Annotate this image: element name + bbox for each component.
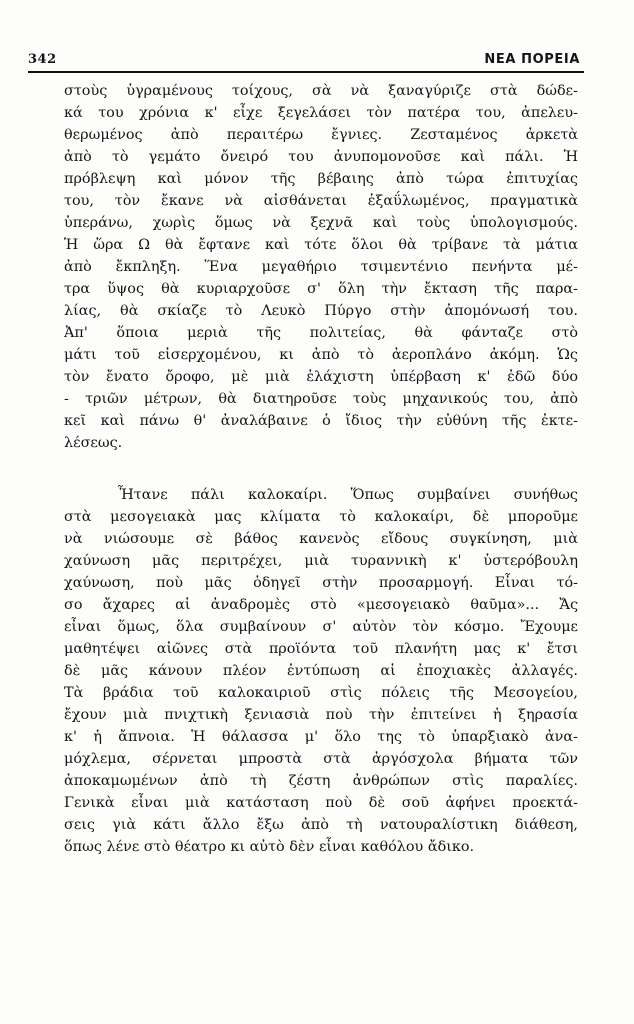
text-line: ἀποκαμωμένων ἀπὸ τὴ ζέστη ἀνθρώπων στὶς παραλίες. — [64, 773, 578, 789]
text-line: νὰ νιώσουμε σὲ βάθος κανενὸς εἴδους συγκίνηση, μιὰ — [64, 531, 578, 547]
text-line: στὰ μεσογειακὰ μας κλίματα τὸ καλοκαίρι, δὲ μποροῦμε — [64, 509, 578, 525]
text-line: - τριῶν μέτρων, θὰ διατηροῦσε τοὺς μηχανικούς του, ἀπὸ — [64, 391, 578, 407]
text-line: Ἡ ὥρα Ω θὰ ἔφτανε καὶ τότε ὅλοι θὰ τρίβανε τὰ μάτια — [64, 237, 578, 253]
text-line: μόχλεμα, σέρνεται μπροστὰ στὰ ἀργόσχολα βήματα τῶν — [64, 751, 578, 767]
text-line: τὸν ἔνατο ὄροφο, μὲ μιὰ ἐλάχιστη ὑπέρβαση κ' ἐδῶ δύο — [64, 369, 578, 385]
text-line: Ἀπ' ὅποια μεριὰ τῆς πολιτείας, θὰ φάνταζε στὸ — [64, 325, 578, 341]
text-line: ὑπεράνω, χωρὶς ὅμως νὰ ξεχνᾶ καὶ τοὺς ὑπολογισμούς. — [64, 215, 578, 231]
paragraph-2 — [64, 484, 578, 858]
text-line: λέσεως. — [64, 435, 123, 451]
header-rule — [28, 71, 584, 73]
text-line: ἔχουν μιὰ πνιχτικὴ ξενιασιὰ ποὺ τὴν ἐπιτείνει ἡ ξηρασία — [64, 707, 578, 723]
paragraph-1 — [64, 80, 578, 454]
text-line: μαθητέψει αἰῶνες στὰ προϊόντα τοῦ πλανήτη μας κ' ἔτσι — [64, 641, 578, 657]
text-line: θερωμένος ἀπὸ περαιτέρω ἔγνιες. Ζεσταμένος ἀρκετὰ — [64, 127, 578, 143]
text-line: δὲ μᾶς κάνουν πλέον ἐντύπωση αἱ ἐποχιακὲς ἀλλαγές. — [64, 663, 578, 679]
text-line: κά του χρόνια κ' εἶχε ξεγελάσει τὸν πατέρα του, ἀπελευ- — [64, 105, 578, 121]
text-line: Τὰ βράδια τοῦ καλοκαιριοῦ στὶς πόλεις τῆς Μεσογείου, — [64, 685, 578, 701]
paragraph-gap — [64, 454, 578, 484]
text-line: χαύνωση, ποὺ μᾶς ὁδηγεῖ στὴν προσαρμογή. Εἶναι τό- — [64, 575, 578, 591]
text-line: Γενικὰ εἶναι μιὰ κατάσταση ποὺ δὲ σοῦ ἀφήνει προεκτά- — [64, 795, 578, 811]
text-line: χαύνωση μᾶς περιτρέχει, μιὰ τυραννικὴ κ' ὑστερόβουλη — [64, 553, 578, 569]
text-line: ὅπως λένε στὸ θέατρο κι αὐτὸ δὲν εἶναι καθόλου ἄδικο. — [64, 839, 475, 855]
text-line: Ἦτανε πάλι καλοκαίρι. Ὅπως συμβαίνει συνήθως — [118, 487, 578, 503]
text-line: σο ἄχαρες αἱ ἀναδρομὲς στὸ «μεσογειακὸ θαῦμα»... Ἄς — [64, 597, 578, 613]
text-line: σεις γιὰ κάτι ἄλλο ἔξω ἀπὸ τὴ νατουραλίστικη διάθεση, — [64, 817, 578, 833]
running-title: ΝΕΑ ΠΟΡΕΙΑ — [484, 52, 580, 67]
text-line: του, τὸν ἔκανε νὰ αἰσθάνεται ἐξαΰλωμένος, πραγματικὰ — [64, 193, 578, 209]
text-line: τρα ὕψος θὰ κυριαρχοῦσε σ' ὅλη τὴν ἔκταση τῆς παρα- — [64, 281, 578, 297]
text-line: πρόβλεψη καὶ μόνον τῆς βέβαιης ἀπὸ τώρα ἐπιτυχίας — [64, 171, 578, 187]
text-line: κ' ἡ ἄπνοια. Ἡ θάλασσα μ' ὅλο της τὸ ὑπαρξιακὸ ἀνα- — [64, 729, 578, 745]
text-line: κεῖ καὶ πάνω θ' ἀναλάβαινε ὁ ἴδιος τὴν εὐθύνη τῆς ἐκτε- — [64, 413, 578, 429]
text-line: λίας, θὰ σκίαζε τὸ Λευκὸ Πύργο στὴν ἀπομόνωσή του. — [64, 303, 578, 319]
text-line: ἀπὸ ἔκπληξη. Ἕνα μεγαθήριο τσιμεντένιο πενήντα μέ- — [64, 259, 578, 275]
page-header — [28, 52, 580, 72]
body-text — [64, 80, 578, 858]
text-line: ἀπὸ τὸ γεμάτο ὄνειρό του ἀνυπομονοῦσε καὶ πάλι. Ἡ — [64, 149, 578, 165]
text-line: μάτι τοῦ εἰσερχομένου, κι ἀπὸ τὸ ἀεροπλάνο ἀκόμη. Ὡς — [64, 347, 578, 363]
text-line: στοὺς ὑγραμένους τοίχους, σὰ νὰ ξαναγύριζε στὰ δώδε- — [64, 83, 578, 99]
text-line: εἶναι ὅμως, ὅλα συμβαίνουν σ' αὐτὸν τὸν κόσμο. Ἔχουμε — [64, 619, 578, 635]
page-number: 342 — [28, 52, 57, 67]
